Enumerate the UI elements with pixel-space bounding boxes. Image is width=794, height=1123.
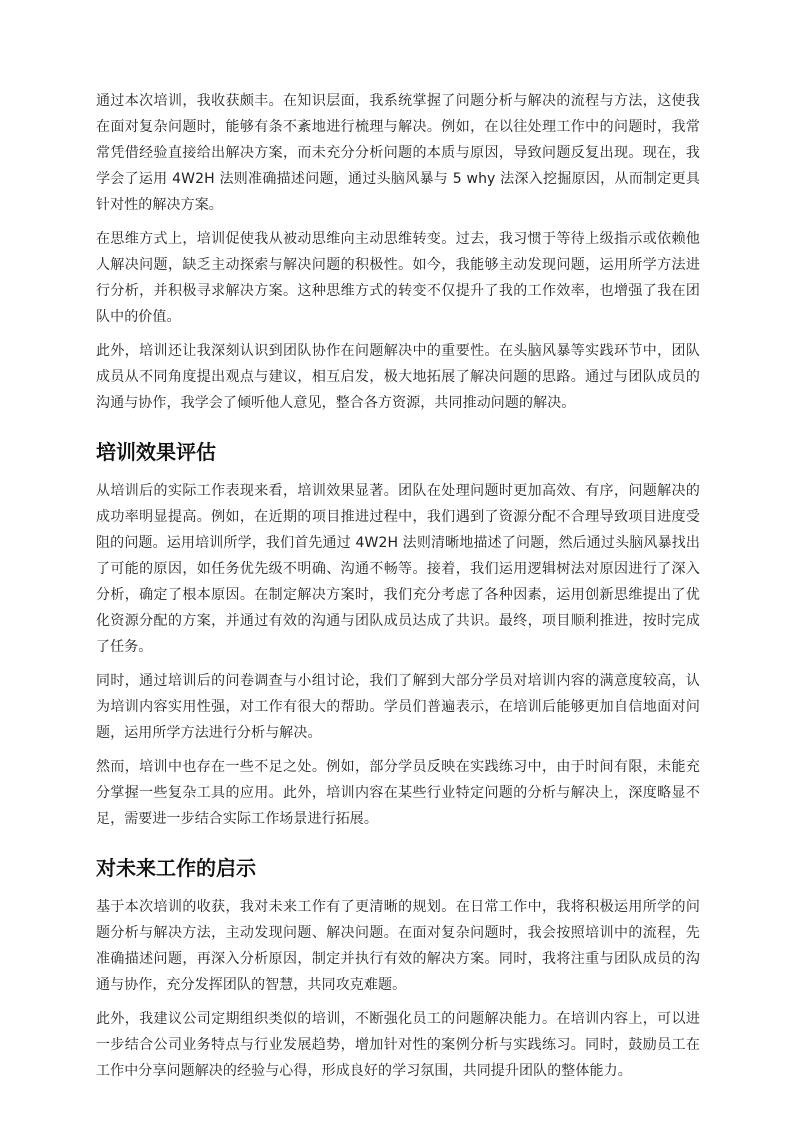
paragraph: 通过本次培训，我收获颇丰。在知识层面，我系统掌握了问题分析与解决的流程与方法，这使我在面对复杂问题时，能够有条不紊地进行梳理与解决。例如，在以往处理工作中的问题时，我常常凭借经验直接给出解决方案，而未充分分析问题的本质与原因，导致问题反复出现。现在，我学会了运用 4W2H 法则准确描述问题，通过头脑风暴与 5 why 法深入挖掘原因，从而制定更具针对性的解决方案。	[96, 93, 700, 213]
paragraph: 同时，通过培训后的问卷调查与小组讨论，我们了解到大部分学员对培训内容的满意度较高，认为培训内容实用性强，对工作有很大的帮助。学员们普遍表示，在培训后能够更加自信地面对问题，运用所学方法进行分析与解决。	[96, 673, 700, 741]
paragraph: 基于本次培训的收获，我对未来工作有了更清晰的规划。在日常工作中，我将积极运用所学的问题分析与解决方法，主动发现问题、解决问题。在面对复杂问题时，我会按照培训中的流程，先准确描述问题，再深入分析原因，制定并执行有效的解决方案。同时，我将注重与团队成员的沟通与协作，充分发挥团队的智慧，共同攻克难题。	[96, 899, 700, 993]
paragraph: 此外，我建议公司定期组织类似的培训，不断强化员工的问题解决能力。在培训内容上，可以进一步结合公司业务特点与行业发展趋势，增加针对性的案例分析与实践练习。同时，鼓励员工在工作中分享问题解决的经验与心得，形成良好的学习氛围，共同提升团队的整体能力。	[96, 1011, 700, 1079]
paragraph: 从培训后的实际工作表现来看，培训效果显著。团队在处理问题时更加高效、有序，问题解决的成功率明显提高。例如，在近期的项目推进过程中，我们遇到了资源分配不合理导致项目进度受阻的问题。运用培训所学，我们首先通过 4W2H 法则清晰地描述了问题，然后通过头脑风暴找出了可能的原因，如任务优先级不明确、沟通不畅等。接着，我们运用逻辑树法对原因进行了深入分析，确定了根本原因。在制定解决方案时，我们充分考虑了各种因素，运用创新思维提出了优化资源分配的方案，并通过有效的沟通与团队成员达成了共识。最终，项目顺利推进，按时完成了任务。	[96, 483, 700, 655]
paragraph: 此外，培训还让我深刻认识到团队协作在问题解决中的重要性。在头脑风暴等实践环节中，团队成员从不同角度提出观点与建议，相互启发，极大地拓展了解决问题的思路。通过与团队成员的沟通与协作，我学会了倾听他人意见，整合各方资源，共同推动问题的解决。	[96, 343, 700, 411]
document-page	[96, 88, 700, 1092]
section-heading-future-work: 对未来工作的启示	[96, 856, 256, 880]
paragraph: 在思维方式上，培训促使我从被动思维向主动思维转变。过去，我习惯于等待上级指示或依赖他人解决问题，缺乏主动探索与解决问题的积极性。如今，我能够主动发现问题，运用所学方法进行分析，并积极寻求解决方案。这种思维方式的转变不仅提升了我的工作效率，也增强了我在团队中的价值。	[96, 231, 700, 325]
paragraph: 然而，培训中也存在一些不足之处。例如，部分学员反映在实践练习中，由于时间有限，未能充分掌握一些复杂工具的应用。此外，培训内容在某些行业特定问题的分析与解决上，深度略显不足，需要进一步结合实际工作场景进行拓展。	[96, 759, 700, 827]
section-heading-training-evaluation: 培训效果评估	[96, 440, 216, 464]
